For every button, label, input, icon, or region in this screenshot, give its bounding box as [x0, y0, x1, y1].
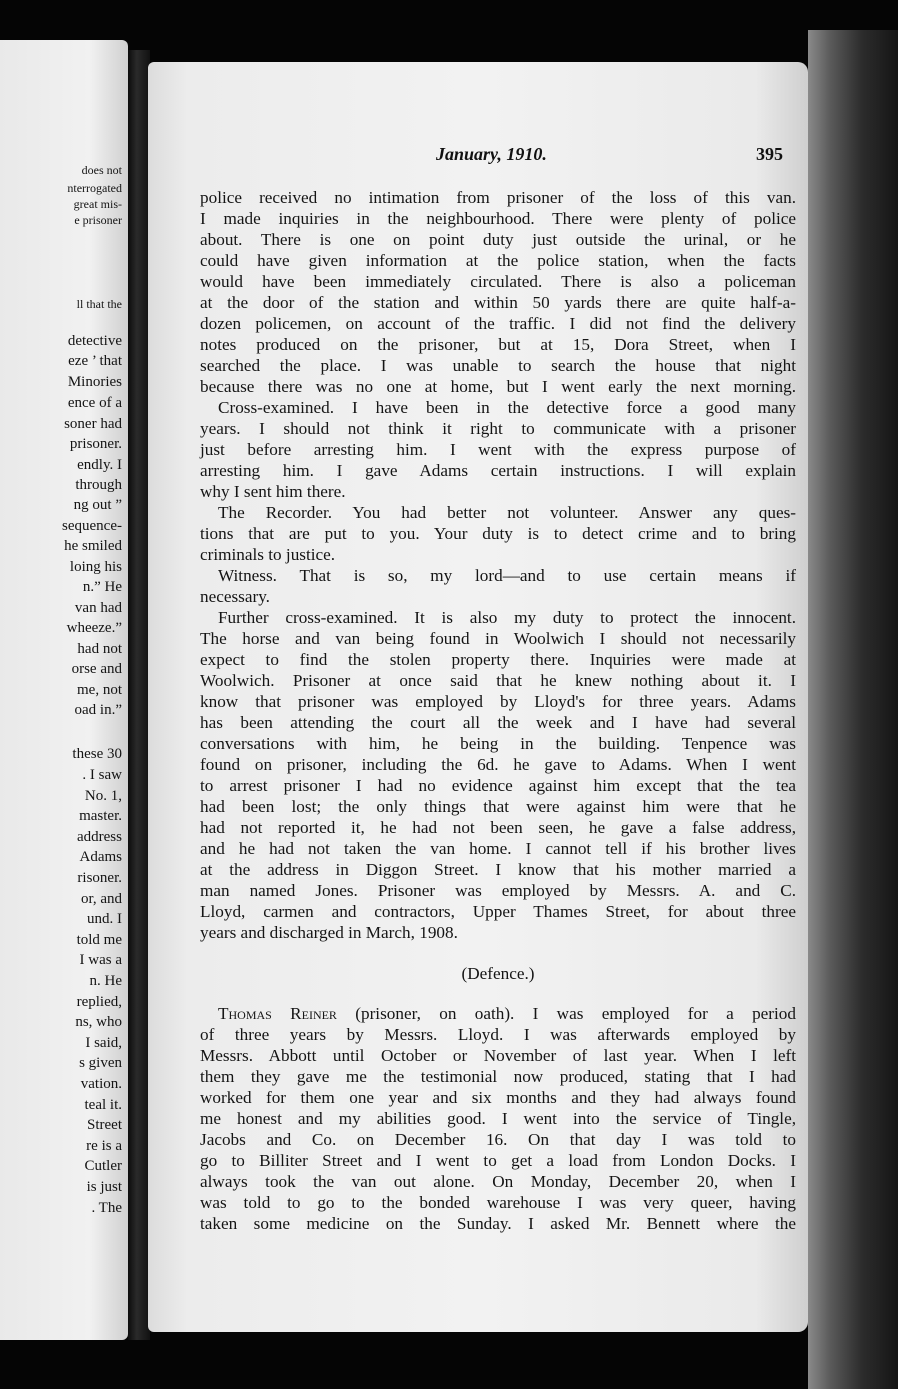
left-page-line: eze ’ that — [68, 353, 122, 369]
page-edge-shadow — [808, 30, 898, 1389]
body-line: found on prisoner, including the 6d. he gave to Adams. When I went — [200, 755, 796, 774]
left-page-line: soner had — [64, 416, 122, 432]
body-line: Jacobs and Co. on December 16. On that day I was told to — [200, 1130, 796, 1149]
left-page-line: wheeze.” — [66, 620, 122, 636]
body-line: and he had not taken the van home. I cannot tell if his brother lives — [200, 839, 796, 858]
body-line: The horse and van being found in Woolwich I should not necessarily — [200, 629, 796, 648]
body-line: them they gave me the testimonial now produced, stating that I had — [200, 1067, 796, 1086]
body-line: has been attending the court all the week and I have had several — [200, 713, 796, 732]
left-page-line: n. He — [89, 973, 122, 989]
left-page-line: . I saw — [82, 767, 122, 783]
left-page-line: teal it. — [84, 1097, 122, 1113]
left-page-line: ll that the — [76, 297, 122, 311]
left-page-line: endly. I — [77, 457, 122, 473]
left-page-line: does not — [81, 163, 122, 177]
left-page-line: Street — [87, 1117, 122, 1133]
left-page-line: master. — [79, 808, 122, 824]
left-page-line: oad in.” — [74, 702, 122, 718]
body-line: Cross-examined. I have been in the detective force a good many — [218, 398, 796, 417]
left-page-line: replied, — [76, 994, 122, 1010]
left-page-line: orse and — [71, 661, 122, 677]
body-line: was told to go to the bonded warehouse I was very queer, having — [200, 1193, 796, 1212]
body-line: dozen policemen, on account of the traffic. I did not find the delivery — [200, 314, 796, 333]
section-heading: (Defence.) — [461, 964, 535, 983]
left-page-line: or, and — [80, 891, 122, 907]
body-line: just before arresting him. I went with the express purpose of — [200, 440, 796, 459]
body-line: about. There is one on point duty just outside the urinal, or he — [200, 230, 796, 249]
left-page-line: loing his — [69, 559, 122, 575]
body-line: expect to find the stolen property there. Inquiries were made at — [200, 650, 796, 669]
left-page-line: und. I — [87, 911, 122, 927]
body-line: Woolwich. Prisoner at once said that he knew nothing about it. I — [200, 671, 796, 690]
left-page-line: re is a — [86, 1138, 122, 1154]
body-line: had not reported it, he had not been seen, he gave a false address, — [200, 818, 796, 837]
body-line: Further cross-examined. It is also my duty to protect the innocent. — [218, 608, 796, 627]
left-page-line: I was a — [79, 952, 122, 968]
left-page-line: these 30 — [72, 746, 122, 762]
body-line: notes produced on the prisoner, but at 15, Dora Street, when I — [200, 335, 796, 354]
left-page-line: he smiled — [64, 538, 122, 554]
body-line: police received no intimation from prisoner of the loss of this van. — [200, 188, 796, 207]
left-page-line: sequence- — [62, 518, 122, 534]
body-line: always took the van out alone. On Monday, December 20, when I — [200, 1172, 796, 1191]
body-line: Lloyd, carmen and contractors, Upper Thames Street, for about three — [200, 902, 796, 921]
left-page-line: is just — [86, 1179, 122, 1195]
left-page-line: told me — [76, 932, 122, 948]
body-line: worked for them one year and six months and they had always found — [200, 1088, 796, 1107]
body-line: years. I should not think it right to communicate with a prisoner — [200, 419, 796, 438]
body-line: Witness. That is so, my lord—and to use certain means if — [218, 566, 796, 585]
page-number: 395 — [756, 144, 783, 164]
left-facing-page — [0, 40, 128, 1340]
body-line: years and discharged in March, 1908. — [200, 923, 458, 942]
running-head: January, 1910. — [436, 144, 547, 164]
speaker-name: Thomas Reiner — [218, 1004, 337, 1023]
body-line: arresting him. I gave Adams certain instructions. I will explain — [200, 461, 796, 480]
body-line: Messrs. Abbott until October or November of last year. When I left — [200, 1046, 796, 1065]
body-line: me honest and my abilities good. I went into the service of Tingle, — [200, 1109, 796, 1128]
left-page-line: me, not — [77, 682, 122, 698]
body-line: at the address in Diggon Street. I know that his mother married a — [200, 860, 796, 879]
left-page-line: van had — [74, 600, 122, 616]
left-page-line: Adams — [79, 849, 122, 865]
left-page-line: e prisoner — [74, 213, 122, 227]
defence-first-line — [218, 1004, 796, 1024]
left-page-line: No. 1, — [84, 788, 122, 804]
body-line: criminals to justice. — [200, 545, 336, 564]
body-line: of three years by Messrs. Lloyd. I was afterwards employed by — [200, 1025, 796, 1044]
left-page-line: vation. — [80, 1076, 122, 1092]
body-line: at the door of the station and within 50 yards there are quite half-a- — [200, 293, 796, 312]
body-line: why I sent him there. — [200, 482, 346, 501]
body-line: searched the place. I was unable to search the house that night — [200, 356, 796, 375]
body-line: know that prisoner was employed by Lloyd's for three years. Adams — [200, 692, 796, 711]
left-page-line: Cutler — [84, 1158, 122, 1174]
body-line: necessary. — [200, 587, 270, 606]
defence-first-line-text: (prisoner, on oath). I was employed for a period — [336, 1004, 796, 1023]
body-line: man named Jones. Prisoner was employed by Messrs. A. and C. — [200, 881, 796, 900]
left-page-line: nterrogated — [67, 181, 122, 195]
left-page-line: ng out ” — [73, 497, 122, 513]
left-page-line: ns, who — [75, 1014, 122, 1030]
left-page-line: Minories — [67, 374, 122, 390]
body-line: would have been immediately circulated. There is also a policeman — [200, 272, 796, 291]
body-line: I made inquiries in the neighbourhood. There were plenty of police — [200, 209, 796, 228]
body-line: because there was no one at home, but I went early the next morning. — [200, 377, 796, 396]
body-line: to arrest prisoner I had no evidence against him except that the tea — [200, 776, 796, 795]
left-page-line: detective — [67, 333, 122, 349]
left-page-line: through — [75, 477, 122, 493]
body-line: taken some medicine on the Sunday. I asked Mr. Bennett where the — [200, 1214, 796, 1233]
left-page-line: s given — [79, 1055, 122, 1071]
left-page-line: risoner. — [77, 870, 122, 886]
left-page-line: great mis- — [73, 197, 122, 211]
left-page-line: n.” He — [82, 579, 122, 595]
body-line: tions that are put to you. Your duty is to detect crime and to bring — [200, 524, 796, 543]
book-gutter — [128, 50, 150, 1340]
left-page-line: prisoner. — [69, 436, 122, 452]
left-page-line: . The — [91, 1200, 122, 1216]
body-line: could have given information at the police station, when the facts — [200, 251, 796, 270]
body-line: The Recorder. You had better not volunteer. Answer any ques- — [218, 503, 796, 522]
body-line: had been lost; the only things that were against him were that he — [200, 797, 796, 816]
left-page-line: ence of a — [67, 395, 122, 411]
left-page-line: had not — [77, 641, 122, 657]
left-page-line: address — [77, 829, 122, 845]
body-line: conversations with him, he being in the building. Tenpence was — [200, 734, 796, 753]
left-page-line: I said, — [85, 1035, 122, 1051]
body-line: go to Billiter Street and I went to get a load from London Docks. I — [200, 1151, 796, 1170]
